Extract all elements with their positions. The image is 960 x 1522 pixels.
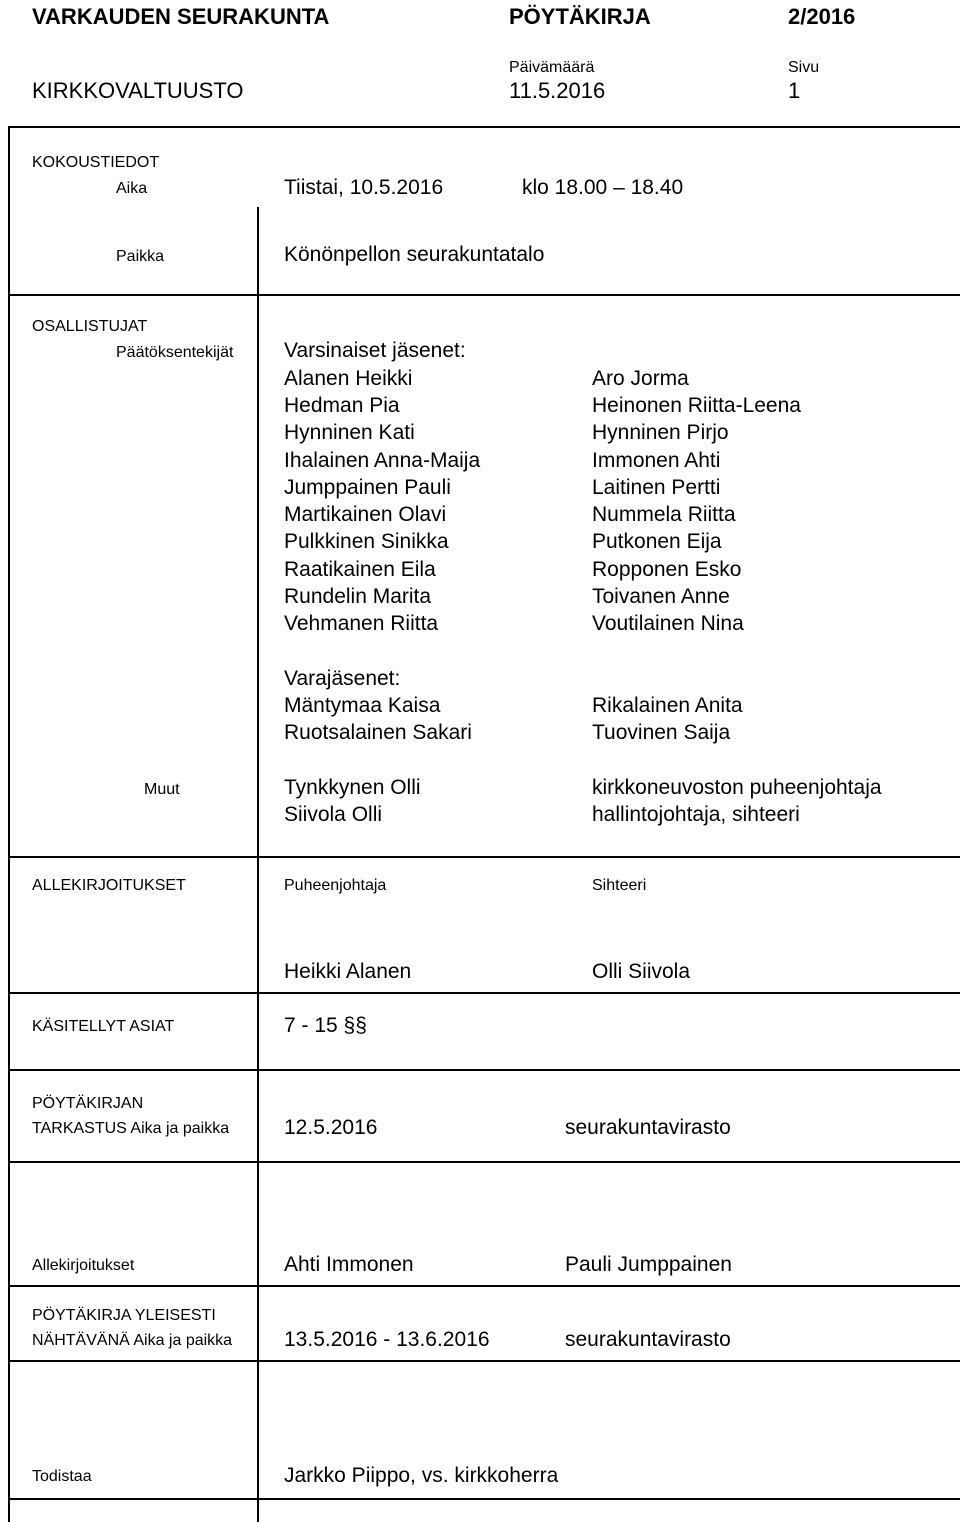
others-label: Muut bbox=[144, 781, 180, 798]
display-place: seurakuntavirasto bbox=[565, 1328, 731, 1351]
deputy-name: Ruotsalainen Sakari bbox=[284, 721, 472, 744]
member-name: Aro Jorma bbox=[592, 367, 689, 390]
member-name: Martikainen Olavi bbox=[284, 503, 447, 526]
meeting-place: Könönpellon seurakuntatalo bbox=[284, 243, 545, 266]
inspection-section-label: PÖYTÄKIRJAN bbox=[32, 1095, 144, 1112]
time-label: Aika bbox=[116, 180, 148, 197]
member-name: Hynninen Pirjo bbox=[592, 421, 729, 444]
other-name: Siivola Olli bbox=[284, 803, 383, 826]
member-name: Ihalainen Anna-Maija bbox=[284, 449, 481, 472]
matters-value: 7 - 15 §§ bbox=[284, 1014, 367, 1037]
divider-line bbox=[8, 1161, 960, 1163]
member-name: Nummela Riitta bbox=[592, 503, 736, 526]
display-section-label: PÖYTÄKIRJA YLEISESTI bbox=[32, 1307, 216, 1324]
deciders-label: Päätöksentekijät bbox=[116, 344, 234, 361]
deputy-name: Mäntymaa Kaisa bbox=[284, 694, 441, 717]
meeting-section-label: KOKOUSTIEDOT bbox=[32, 154, 160, 171]
member-name: Immonen Ahti bbox=[592, 449, 721, 472]
inspection-date: 12.5.2016 bbox=[284, 1116, 378, 1139]
member-name: Putkonen Eija bbox=[592, 530, 722, 553]
inspection-time-place-label: TARKASTUS Aika ja paikka bbox=[32, 1120, 230, 1137]
divider-line bbox=[8, 294, 960, 296]
divider-line bbox=[8, 126, 960, 128]
governing-body: KIRKKOVALTUUSTO bbox=[32, 78, 244, 103]
other-role: hallintojohtaja, sihteeri bbox=[592, 803, 800, 826]
page-number: 1 bbox=[788, 78, 801, 103]
deputy-name: Rikalainen Anita bbox=[592, 694, 743, 717]
member-name: Hynninen Kati bbox=[284, 421, 415, 444]
member-name: Raatikainen Eila bbox=[284, 558, 436, 581]
member-name: Heinonen Riitta-Leena bbox=[592, 394, 801, 417]
certification-label: Todistaa bbox=[32, 1468, 92, 1485]
certification-value: Jarkko Piippo, vs. kirkkoherra bbox=[284, 1464, 559, 1487]
display-time-place-label: NÄHTÄVÄNÄ Aika ja paikka bbox=[32, 1332, 233, 1349]
member-name: Ropponen Esko bbox=[592, 558, 742, 581]
inspector-name: Ahti Immonen bbox=[284, 1253, 414, 1276]
divider-line bbox=[8, 856, 960, 858]
inspection-place: seurakuntavirasto bbox=[565, 1116, 731, 1139]
page-label: Sivu bbox=[788, 59, 820, 76]
members-heading: Varsinaiset jäsenet: bbox=[284, 339, 466, 362]
divider-line bbox=[8, 1360, 960, 1362]
other-role: kirkkoneuvoston puheenjohtaja bbox=[592, 776, 882, 799]
date-label: Päivämäärä bbox=[509, 59, 595, 76]
member-name: Toivanen Anne bbox=[592, 585, 730, 608]
member-name: Hedman Pia bbox=[284, 394, 400, 417]
chair-name: Heikki Alanen bbox=[284, 960, 412, 983]
doc-number: 2/2016 bbox=[788, 4, 856, 29]
divider-line bbox=[8, 992, 960, 994]
meeting-time: klo 18.00 – 18.40 bbox=[522, 176, 684, 199]
chair-label: Puheenjohtaja bbox=[284, 877, 387, 894]
participants-section-label: OSALLISTUJAT bbox=[32, 318, 148, 335]
org-name: VARKAUDEN SEURAKUNTA bbox=[32, 4, 330, 29]
divider-line bbox=[8, 1285, 960, 1287]
other-name: Tynkkynen Olli bbox=[284, 776, 421, 799]
member-name: Laitinen Pertti bbox=[592, 476, 721, 499]
meeting-day: Tiistai, 10.5.2016 bbox=[284, 176, 444, 199]
secretary-label: Sihteeri bbox=[592, 877, 647, 894]
left-border bbox=[8, 126, 10, 1522]
secretary-name: Olli Siivola bbox=[592, 960, 691, 983]
member-name: Alanen Heikki bbox=[284, 367, 413, 390]
member-name: Pulkkinen Sinikka bbox=[284, 530, 449, 553]
deputies-heading: Varajäsenet: bbox=[284, 667, 401, 690]
member-name: Voutilainen Nina bbox=[592, 612, 744, 635]
signatures-section-label: ALLEKIRJOITUKSET bbox=[32, 877, 186, 894]
place-label: Paikka bbox=[116, 248, 165, 265]
divider-line bbox=[8, 1498, 960, 1500]
member-name: Vehmanen Riitta bbox=[284, 612, 439, 635]
column-divider bbox=[257, 207, 259, 1522]
doc-type: PÖYTÄKIRJA bbox=[509, 4, 651, 29]
matters-section-label: KÄSITELLYT ASIAT bbox=[32, 1018, 175, 1035]
inspection-signatures-label: Allekirjoitukset bbox=[32, 1257, 135, 1274]
deputy-name: Tuovinen Saija bbox=[592, 721, 731, 744]
doc-date: 11.5.2016 bbox=[509, 78, 606, 103]
member-name: Jumppainen Pauli bbox=[284, 476, 451, 499]
display-dates: 13.5.2016 - 13.6.2016 bbox=[284, 1328, 490, 1351]
divider-line bbox=[8, 1069, 960, 1071]
member-name: Rundelin Marita bbox=[284, 585, 432, 608]
inspector-name: Pauli Jumppainen bbox=[565, 1253, 732, 1276]
